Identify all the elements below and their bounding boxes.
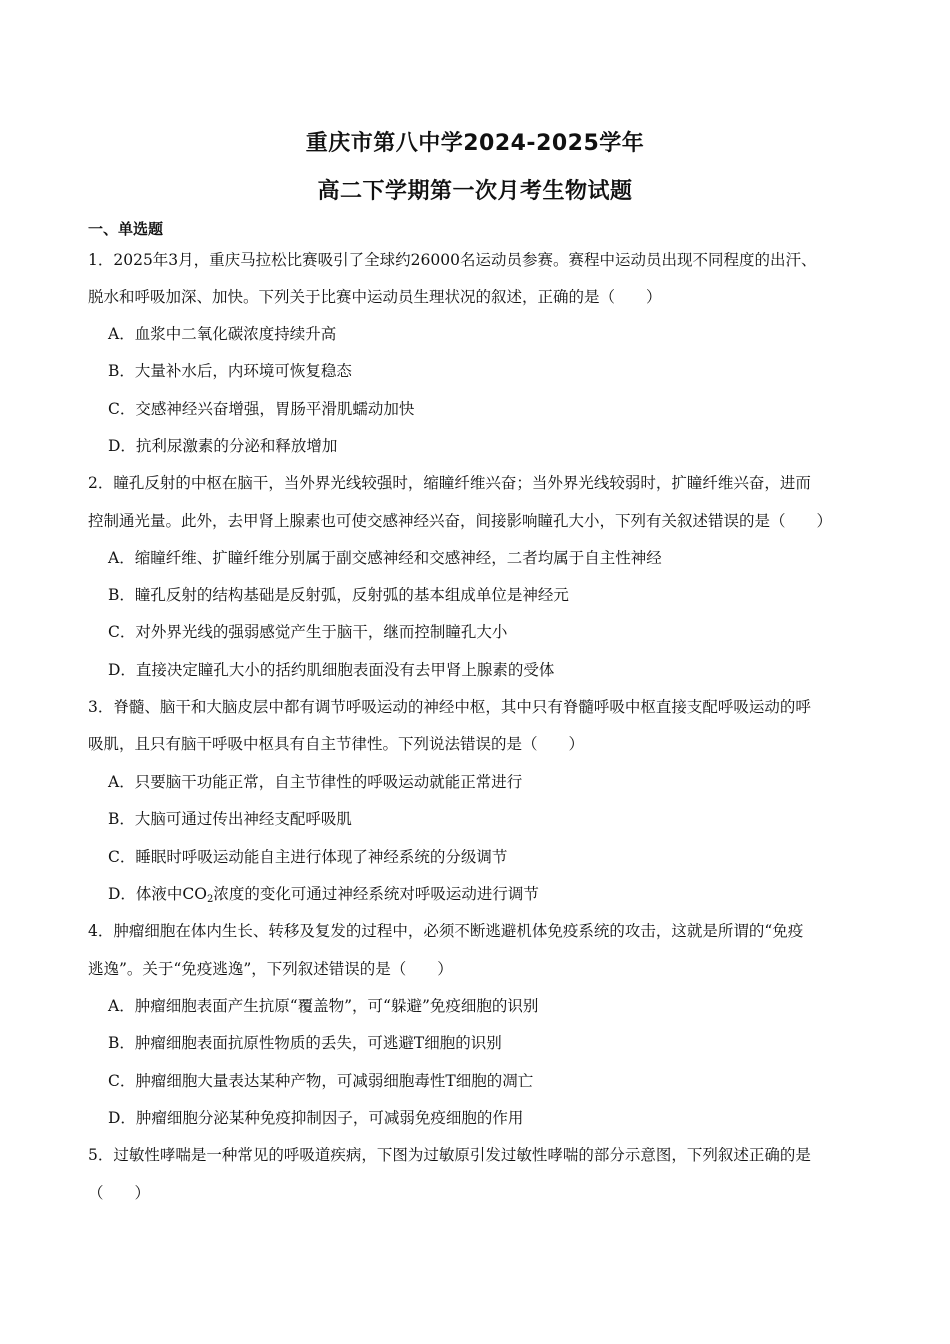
question-4-option-b: B．肿瘤细胞表面抗原性物质的丢失，可逃避T细胞的识别: [108, 1034, 502, 1052]
question-5-stem-line2: （ ）: [88, 1184, 151, 1202]
question-1-option-a: A．血浆中二氧化碳浓度持续升高: [108, 325, 337, 343]
question-4-option-a: A．肿瘤细胞表面产生抗原“覆盖物”，可“躲避”免疫细胞的识别: [108, 997, 539, 1015]
question-3-option-b: B．大脑可通过传出神经支配呼吸肌: [108, 810, 352, 828]
co2-subscript: 2: [207, 894, 214, 905]
question-1-option-b: B．大量补水后，内环境可恢复稳态: [108, 362, 352, 380]
option-d-text-after: 浓度的变化可通过神经系统对呼吸运动进行调节: [213, 885, 539, 903]
question-3-stem-line2: 吸肌，且只有脑干呼吸中枢具有自主节律性。下列说法错误的是（ ）: [88, 735, 585, 753]
question-3-stem-line1: 3．脊髓、脑干和大脑皮层中都有调节呼吸运动的神经中枢，其中只有脊髓呼吸中枢直接支配呼吸运动的呼: [88, 698, 811, 716]
question-1-option-c: C．交感神经兴奋增强，胃肠平滑肌蠕动加快: [108, 400, 415, 418]
option-d-text-before: D．体液中CO: [108, 885, 207, 903]
section-heading: 一、单选题: [88, 220, 164, 238]
question-2-option-b: B．瞳孔反射的结构基础是反射弧，反射弧的基本组成单位是神经元: [108, 586, 569, 604]
question-1-option-d: D．抗利尿激素的分泌和释放增加: [108, 437, 338, 455]
question-2-option-c: C．对外界光线的强弱感觉产生于脑干，继而控制瞳孔大小: [108, 623, 508, 641]
question-3-option-d: [108, 882, 539, 905]
exam-title-line1: 重庆市第八中学2024-2025学年: [305, 131, 645, 156]
question-2-stem-line1: 2．瞳孔反射的中枢在脑干，当外界光线较强时，缩瞳纤维兴奋；当外界光线较弱时，扩瞳纤维兴奋，进而: [88, 474, 811, 492]
question-4-option-d: D．肿瘤细胞分泌某种免疫抑制因子，可减弱免疫细胞的作用: [108, 1109, 524, 1127]
exam-title-line2: 高二下学期第一次月考生物试题: [317, 179, 633, 204]
question-2-option-a: A．缩瞳纤维、扩瞳纤维分别属于副交感神经和交感神经，二者均属于自主性神经: [108, 549, 662, 567]
question-1-stem-line2: 脱水和呼吸加深、加快。下列关于比赛中运动员生理状况的叙述，正确的是（ ）: [88, 288, 662, 306]
question-4-option-c: C．肿瘤细胞大量表达某种产物，可减弱细胞毒性T细胞的凋亡: [108, 1072, 534, 1090]
question-2-stem-line2: 控制通光量。此外，去甲肾上腺素也可使交感神经兴奋，间接影响瞳孔大小，下列有关叙述错误的是（ ）: [88, 512, 833, 530]
question-3-option-c: C．睡眠时呼吸运动能自主进行体现了神经系统的分级调节: [108, 848, 508, 866]
question-2-option-d: D．直接决定瞳孔大小的括约肌细胞表面没有去甲肾上腺素的受体: [108, 661, 555, 679]
question-3-option-a: A．只要脑干功能正常，自主节律性的呼吸运动就能正常进行: [108, 773, 523, 791]
question-5-stem-line1: 5．过敏性哮喘是一种常见的呼吸道疾病，下图为过敏原引发过敏性哮喘的部分示意图，下列叙述正确的是: [88, 1146, 811, 1164]
question-1-stem-line1: 1．2025年3月，重庆马拉松比赛吸引了全球约26000名运动员参赛。赛程中运动员出现不同程度的出汗、: [88, 251, 817, 269]
question-4-stem-line1: 4．肿瘤细胞在体内生长、转移及复发的过程中，必须不断逃避机体免疫系统的攻击，这就是所谓的“免疫: [88, 922, 804, 940]
question-4-stem-line2: 逃逸”。关于“免疫逃逸”，下列叙述错误的是（ ）: [88, 960, 453, 978]
